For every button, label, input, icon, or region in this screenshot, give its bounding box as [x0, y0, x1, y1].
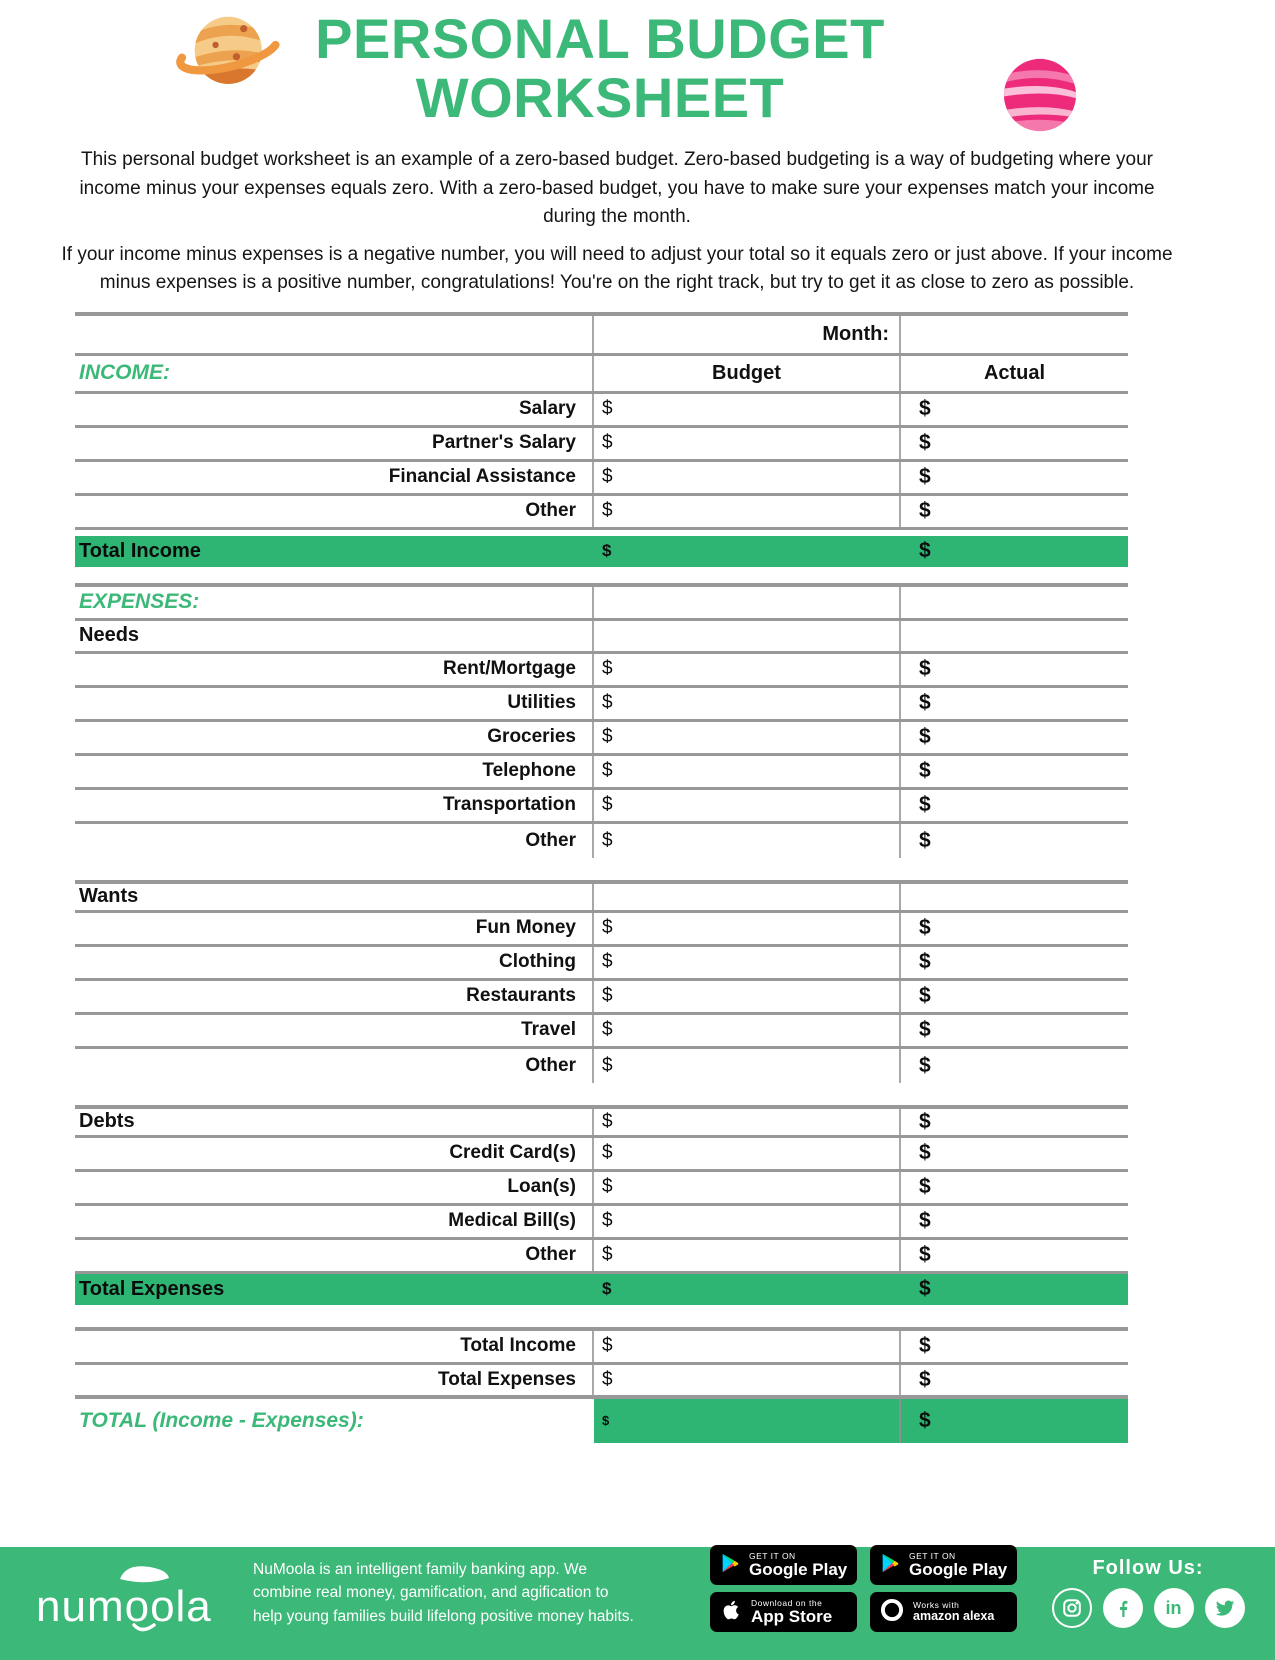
dollar-sign: $ — [919, 1408, 931, 1432]
row-label: Travel — [75, 1015, 594, 1046]
intro-paragraph-1: This personal budget worksheet is an example of a zero-based budget. Zero-based budgeting is a way of budgeting where your income minus your expenses equals zero. With a zero-based budget, you have to make sure your expenses match your income during the month. — [79, 149, 1155, 227]
dollar-sign: $ — [919, 397, 931, 420]
store-badges — [710, 1545, 1017, 1632]
dollar-sign: $ — [602, 1335, 613, 1356]
table-row — [75, 947, 1128, 981]
page-title-line1: PERSONAL BUDGET — [315, 7, 885, 70]
amazon-alexa-badge[interactable] — [870, 1592, 1017, 1632]
table-row — [75, 1015, 1128, 1049]
dollar-sign: $ — [602, 1054, 613, 1076]
badge-top-text: GET IT ON — [749, 1550, 796, 1561]
dollar-sign: $ — [919, 1141, 931, 1164]
dollar-sign: $ — [919, 828, 931, 852]
debts-label: Debts — [75, 1109, 594, 1135]
table-row — [75, 1331, 1128, 1365]
footer — [0, 1547, 1275, 1660]
empty-cell — [901, 884, 1128, 910]
google-play-icon — [879, 1552, 901, 1579]
row-label: Salary — [75, 394, 594, 425]
google-play-badge[interactable] — [710, 1545, 857, 1585]
table-row — [75, 1138, 1128, 1172]
dollar-sign: $ — [602, 1019, 613, 1040]
row-label: Total Expenses — [75, 1365, 594, 1395]
spacer — [75, 1083, 1128, 1105]
table-row — [75, 1365, 1128, 1399]
dollar-sign: $ — [919, 1367, 931, 1391]
empty-cell — [594, 587, 901, 618]
alexa-icon — [879, 1597, 905, 1628]
dollar-sign: $ — [602, 951, 613, 972]
intro-text — [52, 146, 1182, 298]
row-label: Clothing — [75, 947, 594, 978]
budget-input-cell[interactable] — [594, 1138, 901, 1169]
needs-label: Needs — [75, 621, 594, 651]
dollar-sign: $ — [602, 829, 613, 851]
grand-total-label: TOTAL (Income - Expenses): — [79, 1408, 364, 1432]
budget-input-cell[interactable] — [594, 1399, 901, 1443]
apple-icon — [719, 1597, 743, 1628]
actual-input-cell[interactable] — [901, 947, 1128, 978]
row-label: Fun Money — [75, 913, 594, 944]
table-row — [75, 394, 1128, 428]
table-row — [75, 1240, 1128, 1274]
budget-input-cell[interactable] — [594, 462, 901, 493]
empty-cell — [594, 621, 901, 651]
social-icons — [1048, 1588, 1248, 1628]
actual-input-cell[interactable] — [901, 790, 1128, 821]
footer-description: NuMoola is an intelligent family banking app. We combine real money, gamification, and agification to help young families build lifelong positive money habits. — [253, 1561, 634, 1625]
dollar-sign: $ — [919, 1053, 931, 1077]
table-row — [75, 790, 1128, 824]
table-row — [75, 428, 1128, 462]
actual-input-cell[interactable] — [901, 394, 1128, 425]
budget-input-cell[interactable] — [594, 394, 901, 425]
income-header-row — [75, 356, 1128, 394]
row-label: Partner's Salary — [75, 428, 594, 459]
table-row — [75, 756, 1128, 790]
dollar-sign: $ — [602, 1110, 613, 1132]
row-label: Other — [75, 1049, 594, 1083]
table-row — [75, 1172, 1128, 1206]
total-expenses-label: Total Expenses — [79, 1277, 225, 1300]
dollar-sign: $ — [602, 466, 613, 487]
budget-input-cell[interactable] — [594, 1015, 901, 1046]
row-label: Loan(s) — [75, 1172, 594, 1203]
svg-text:numoola: numoola — [36, 1582, 212, 1631]
badge-top-text: GET IT ON — [909, 1550, 956, 1561]
actual-input-cell[interactable] — [901, 1138, 1128, 1169]
debts-subheader-row — [75, 1105, 1128, 1138]
table-row — [75, 688, 1128, 722]
income-section-label: INCOME: — [75, 356, 594, 391]
dollar-sign: $ — [602, 794, 613, 815]
dollar-sign: $ — [602, 1142, 613, 1163]
summary-rows — [75, 1327, 1128, 1399]
actual-input-cell[interactable] — [901, 654, 1128, 685]
dollar-sign: $ — [919, 1109, 931, 1133]
badge-top-text: Works with — [913, 1599, 960, 1610]
follow-us-block — [1048, 1557, 1248, 1628]
dollar-sign: $ — [602, 985, 613, 1006]
dollar-sign: $ — [919, 950, 931, 973]
budget-input-cell[interactable] — [594, 428, 901, 459]
dollar-sign: $ — [602, 398, 613, 419]
dollar-sign: $ — [602, 1368, 613, 1390]
numoola-logo — [34, 1563, 239, 1648]
spacer — [75, 567, 1128, 583]
total-income-bar — [75, 536, 1128, 567]
actual-input-cell[interactable] — [901, 722, 1128, 753]
dollar-sign: $ — [602, 500, 613, 521]
budget-input-cell[interactable] — [594, 1049, 901, 1083]
budget-column-header: Budget — [594, 356, 901, 391]
row-label: Other — [75, 1240, 594, 1271]
actual-input-cell[interactable] — [901, 981, 1128, 1012]
pink-planet-icon — [1001, 56, 1079, 139]
twitter-icon[interactable] — [1205, 1588, 1245, 1628]
actual-input-cell[interactable] — [901, 496, 1128, 527]
budget-input-cell[interactable] — [594, 1274, 901, 1305]
total-income-label: Total Income — [79, 539, 201, 562]
dollar-sign: $ — [602, 1176, 613, 1197]
table-row — [75, 496, 1128, 530]
budget-input-cell[interactable] — [594, 913, 901, 944]
row-label: Other — [75, 496, 594, 527]
budget-input-cell[interactable] — [594, 1331, 901, 1362]
dollar-sign: $ — [919, 1209, 931, 1232]
budget-input-cell[interactable] — [594, 947, 901, 978]
dollar-sign: $ — [919, 1243, 931, 1266]
linkedin-icon[interactable] — [1154, 1588, 1194, 1628]
empty-cell — [75, 316, 594, 353]
badge-bottom-text: Google Play — [909, 1559, 1008, 1579]
dollar-sign: $ — [602, 541, 612, 560]
empty-cell — [901, 621, 1128, 651]
row-label: Medical Bill(s) — [75, 1206, 594, 1237]
table-row — [75, 722, 1128, 756]
wants-label: Wants — [75, 884, 594, 910]
worksheet-header — [0, 0, 1275, 142]
debts-rows — [75, 1138, 1128, 1274]
expenses-section-label: EXPENSES: — [75, 587, 594, 618]
dollar-sign: $ — [602, 1279, 612, 1298]
dollar-sign: $ — [602, 692, 613, 713]
dollar-sign: $ — [919, 759, 931, 782]
budget-input-cell[interactable] — [594, 654, 901, 685]
actual-input-cell[interactable] — [901, 428, 1128, 459]
needs-rows — [75, 654, 1128, 858]
actual-input-cell[interactable] — [901, 824, 1128, 858]
budget-table — [75, 312, 1128, 1443]
dollar-sign: $ — [602, 1210, 613, 1231]
actual-input-cell[interactable] — [901, 1109, 1128, 1135]
budget-input-cell[interactable] — [594, 688, 901, 719]
saturn-planet-icon — [172, 8, 290, 105]
actual-input-cell[interactable] — [901, 688, 1128, 719]
badge-bottom-text: App Store — [751, 1606, 833, 1626]
actual-input-cell[interactable] — [901, 1049, 1128, 1083]
table-row — [75, 981, 1128, 1015]
spacer — [75, 858, 1128, 880]
dollar-sign: $ — [919, 431, 931, 454]
badge-bottom-text: Google Play — [749, 1559, 848, 1579]
actual-input-cell[interactable] — [901, 1399, 1128, 1443]
actual-input-cell[interactable] — [901, 1331, 1128, 1362]
google-play-icon — [719, 1552, 741, 1579]
month-row — [75, 316, 1128, 356]
actual-input-cell[interactable] — [901, 913, 1128, 944]
table-row — [75, 1206, 1128, 1240]
budget-input-cell[interactable] — [594, 496, 901, 527]
instagram-icon[interactable] — [1052, 1588, 1092, 1628]
grand-total-row — [75, 1399, 1128, 1443]
row-label: Rent/Mortgage — [75, 654, 594, 685]
empty-cell — [594, 884, 901, 910]
expenses-header-row — [75, 583, 1128, 621]
follow-us-label: Follow Us: — [1092, 1557, 1204, 1579]
table-row — [75, 462, 1128, 496]
dollar-sign: $ — [919, 1018, 931, 1041]
actual-input-cell[interactable] — [901, 1015, 1128, 1046]
budget-input-cell[interactable] — [594, 824, 901, 858]
budget-input-cell[interactable] — [594, 1109, 901, 1135]
wants-subheader-row — [75, 880, 1128, 913]
dollar-sign: $ — [602, 726, 613, 747]
app-store-badge[interactable] — [710, 1592, 857, 1632]
dollar-sign: $ — [919, 984, 931, 1007]
dollar-sign: $ — [919, 793, 931, 816]
budget-input-cell[interactable] — [594, 1206, 901, 1237]
table-row — [75, 1049, 1128, 1083]
actual-input-cell[interactable] — [901, 756, 1128, 787]
dollar-sign: $ — [919, 691, 931, 714]
badge-bottom-text: amazon alexa — [913, 1608, 995, 1623]
dollar-sign: $ — [602, 760, 613, 781]
budget-input-cell[interactable] — [594, 756, 901, 787]
month-label: Month: — [594, 316, 901, 353]
actual-input-cell[interactable] — [901, 1206, 1128, 1237]
dollar-sign: $ — [919, 499, 931, 522]
dollar-sign: $ — [602, 432, 613, 453]
row-label: Total Income — [75, 1331, 594, 1362]
dollar-sign: $ — [602, 658, 613, 679]
actual-input-cell[interactable] — [901, 1274, 1128, 1305]
empty-cell — [901, 587, 1128, 618]
dollar-sign: $ — [919, 539, 931, 562]
wants-rows — [75, 913, 1128, 1083]
total-expenses-bar — [75, 1274, 1128, 1305]
budget-input-cell[interactable] — [594, 722, 901, 753]
row-label: Financial Assistance — [75, 462, 594, 493]
dollar-sign: $ — [919, 916, 931, 939]
badge-top-text: Download on the — [751, 1597, 823, 1608]
actual-input-cell[interactable] — [901, 1365, 1128, 1395]
budget-input-cell[interactable] — [594, 1172, 901, 1203]
google-play-badge-2[interactable] — [870, 1545, 1017, 1585]
dollar-sign: $ — [919, 1334, 931, 1357]
dollar-sign: $ — [602, 1413, 610, 1428]
actual-input-cell[interactable] — [901, 1240, 1128, 1271]
row-label: Transportation — [75, 790, 594, 821]
dollar-sign: $ — [602, 917, 613, 938]
income-rows — [75, 394, 1128, 530]
actual-input-cell[interactable] — [901, 462, 1128, 493]
actual-input-cell[interactable] — [901, 536, 1128, 567]
row-label: Telephone — [75, 756, 594, 787]
page-title-line2: WORKSHEET — [415, 65, 785, 129]
row-label: Groceries — [75, 722, 594, 753]
dollar-sign: $ — [919, 657, 931, 680]
budget-input-cell[interactable] — [594, 536, 901, 567]
dollar-sign: $ — [919, 1175, 931, 1198]
dollar-sign: $ — [919, 725, 931, 748]
dollar-sign: $ — [919, 465, 931, 488]
needs-subheader-row — [75, 621, 1128, 654]
actual-input-cell[interactable] — [901, 1172, 1128, 1203]
dollar-sign: $ — [602, 1244, 613, 1265]
row-label: Utilities — [75, 688, 594, 719]
row-label: Restaurants — [75, 981, 594, 1012]
table-row — [75, 824, 1128, 858]
facebook-icon[interactable] — [1103, 1588, 1143, 1628]
table-row — [75, 654, 1128, 688]
budget-input-cell[interactable] — [594, 790, 901, 821]
intro-paragraph-2: If your income minus expenses is a negative number, you will need to adjust your total so it equals zero or just above. If your income minus expenses is a positive number, congratulations! You're on the right track, but try to get it as close to zero as possible. — [61, 243, 1173, 293]
dollar-sign: $ — [919, 1277, 931, 1300]
row-label: Other — [75, 824, 594, 858]
budget-input-cell[interactable] — [594, 1240, 901, 1271]
table-row — [75, 913, 1128, 947]
linkedin-glyph: in — [1165, 1597, 1182, 1618]
spacer — [75, 1305, 1128, 1327]
budget-input-cell[interactable] — [594, 1365, 901, 1395]
row-label: Credit Card(s) — [75, 1138, 594, 1169]
actual-column-header: Actual — [983, 361, 1046, 384]
month-input-cell[interactable] — [901, 316, 1128, 353]
budget-input-cell[interactable] — [594, 981, 901, 1012]
